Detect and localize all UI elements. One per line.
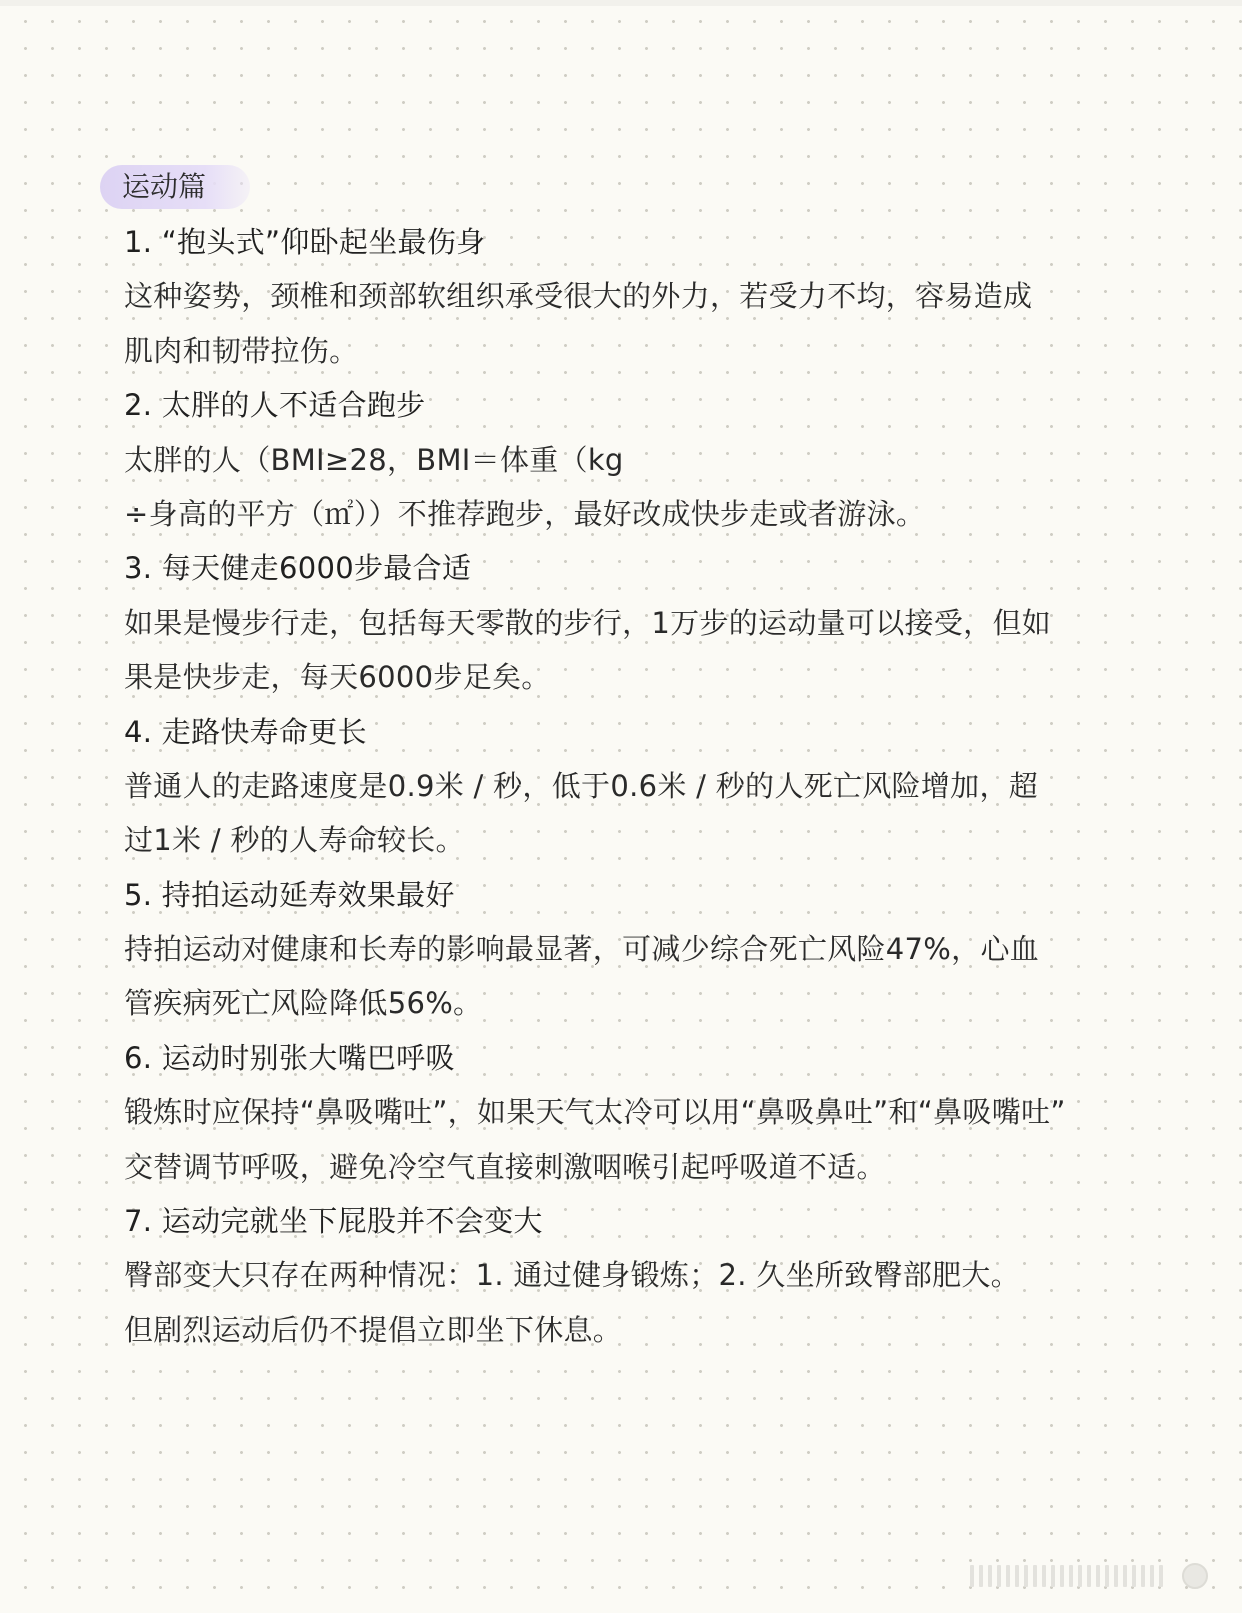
item-3-body-line: 果是快步走，每天6000步足矣。	[124, 660, 551, 695]
item-1-body-line: 这种姿势，颈椎和颈部软组织承受很大的外力，若受力不均，容易造成	[124, 279, 1033, 314]
item-2-body-line: ÷身高的平方（㎡））不推荐跑步，最好改成快步走或者游泳。	[124, 496, 926, 531]
item-6-heading: 6. 运动时别张大嘴巴呼吸	[124, 1040, 455, 1075]
item-7-body-line: 臀部变大只存在两种情况：1. 通过健身锻炼；2. 久坐所致臀部肥大。	[124, 1258, 1020, 1293]
item-7-heading: 7. 运动完就坐下屁股并不会变大	[124, 1204, 543, 1239]
item-5-heading: 5. 持拍运动延寿效果最好	[124, 877, 455, 912]
section-tag-highlight	[100, 165, 250, 209]
item-7-body-line: 但剧烈运动后仍不提倡立即坐下休息。	[124, 1312, 623, 1347]
item-5-body-line: 管疾病死亡风险降低56%。	[124, 986, 483, 1021]
item-4-body-line: 过1米 / 秒的人寿命较长。	[124, 823, 465, 858]
top-edge	[0, 0, 1242, 6]
item-6-body-line: 锻炼时应保持“鼻吸嘴吐”，如果天气太冷可以用“鼻吸鼻吐”和“鼻吸嘴吐”	[124, 1095, 1066, 1130]
item-2-body-line: 太胖的人（BMI≥28，BMI＝体重（kg	[124, 442, 624, 477]
item-4-heading: 4. 走路快寿命更长	[124, 714, 367, 749]
item-2-heading: 2. 太胖的人不适合跑步	[124, 388, 426, 423]
note-content	[124, 215, 1124, 1357]
watermark	[970, 1561, 1208, 1591]
item-1-body-line: 肌肉和韧带拉伤。	[124, 333, 359, 368]
item-5-body-line: 持拍运动对健康和长寿的影响最显著，可减少综合死亡风险47%，心血	[124, 932, 1040, 967]
item-4-body-line: 普通人的走路速度是0.9米 / 秒，低于0.6米 / 秒的人死亡风险增加，超	[124, 768, 1039, 803]
section-tag-label: 运动篇	[122, 170, 207, 203]
watermark-logo-icon	[1182, 1563, 1208, 1589]
item-3-body-line: 如果是慢步行走，包括每天零散的步行，1万步的运动量可以接受，但如	[124, 605, 1052, 640]
item-3-heading: 3. 每天健走6000步最合适	[124, 551, 472, 586]
item-1-heading: 1. “抱头式”仰卧起坐最伤身	[124, 225, 486, 259]
item-6-body-line: 交替调节呼吸，避免冷空气直接刺激咽喉引起呼吸道不适。	[124, 1149, 886, 1184]
